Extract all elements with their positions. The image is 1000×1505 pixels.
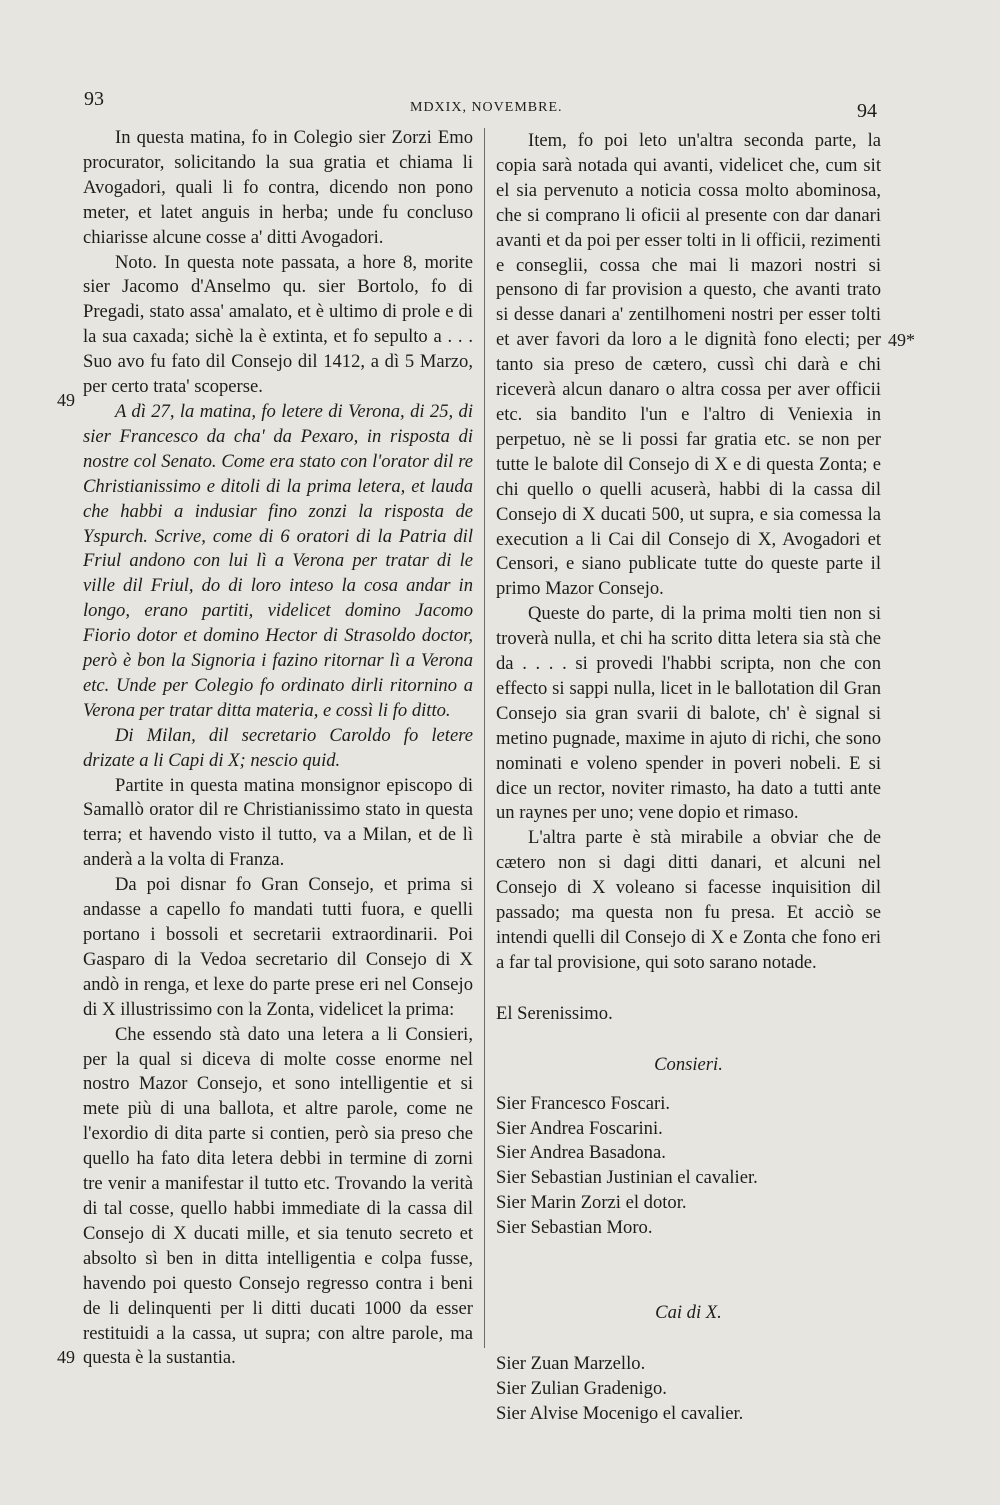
- page-number-left: 93: [84, 88, 104, 110]
- paragraph: Queste do parte, di la prima molti tien non si troverà nulla, et chi ha scrito ditta letera sia stà che da . . . . si provedi l'habbi scripta, non che con effecto si sappi nulla, licet in le ballotation dil Gran Consejo sia gran svarii di balote, ch' è signal si metino pugnade, maxime in ajuto di richi, che sono nominati e voleno spender in poveri nobeli. E si dice un rector, noviter rimasto, ha dato a tutti ante un raynes per uno; vene dopio et rimaso.: [496, 603, 881, 824]
- consieri-heading: Consieri.: [654, 1053, 723, 1075]
- paragraph: Partite in questa matina monsignor episcopo di Samallò orator dil re Christianissimo stato in questa terra; et havendo visto il tutto, va a Milan, et de lì anderà a la volta di Franza.: [83, 774, 473, 871]
- cai-heading: Cai di X.: [655, 1302, 722, 1324]
- paragraph: Noto. In questa note passata, a hore 8, morite sier Jacomo d'Anselmo qu. sier Bortolo, fo di Pregadi, stato assa' amalato, et è ultimo di prole e di la sua caxada; sichè la è extinta, et fo sepulto a . . . Suo avo fu fato dil Consejo dil 1412, a dì 5 Marzo, per certo trata' scoperse.: [83, 251, 473, 398]
- paragraph: A dì 27, la matina, fo letere di Verona, di 25, di sier Francesco da cha' da Pexaro, in risposta di nostre col Senato. Come era stato con l'orator dil re Christianissimo e ditoli di la prima letera, et lauda che habbi a indusiar fino zonzi la risposta de Yspurch. Scrive, come di 6 oratori di la Patria dil Friul andono con lui lì a Verona per tratar di le ville dil Friul, do di loro inteso la cosa andar in longo, erano partiti, videlicet domino Jacomo Fiorio dotor et domino Hector di Strasoldo doctor, però è bon la Signoria i fazino ritornar lì a Verona etc. Unde per Colegio fo ordinato dirli ritornino a Verona per tratar ditta materia, e cossì li fo ditto.: [83, 400, 473, 721]
- list-item: Sier Andrea Basadona.: [496, 1142, 666, 1164]
- paragraph: Di Milan, dil secretario Caroldo fo letere drizate a li Capi di X; nescio quid.: [83, 724, 473, 771]
- paragraph: Che essendo stà dato una letera a li Consieri, per la qual si diceva di molte cosse enorme nel nostro Mazor Consejo, et sono intelligentie et si mete più di una ballota, et altre parole, come ne l'exordio di dita parte si contien, però sia preso che quello ha fato dita letera debbi in termine di zorni tre venir a manifestar il tutto etc. Trovando la verità di tal cosse, quello habbi immediate di la cassa dil Consejo di X ducati mille, et sia tenuto secreto et absolto sì ben in ditta intelligentia e colpa fusse, havendo poi questo Consejo regresso contra i beni de li delinquenti per li ditti ducati 1000 da esser restituidi a la cassa, ut supra; con altre parole, ma questa è la sustantia.: [83, 1023, 473, 1369]
- list-item: Sier Sebastian Justinian el cavalier.: [496, 1167, 758, 1189]
- margin-number-left-bottom: 49: [57, 1347, 75, 1367]
- paragraph: L'altra parte è stà mirabile a obviar che de cætero non si dagi ditti danari, et alcuni nel Consejo di X voleano si facesse inquisition dil passado; ma questa non fu presa. Et acciò se intendi quelli dil Consejo di X e Zonta che fono eri a far tal provisione, qui soto sarano notade.: [496, 827, 881, 973]
- left-column: [83, 126, 473, 1371]
- list-item: Sier Francesco Foscari.: [496, 1092, 671, 1114]
- paragraph: In questa matina, fo in Colegio sier Zorzi Emo procurator, solicitando la sua gratia et chiama li Avogadori, quali li fo contra, dicendo non pono meter, et latet anguis in herba; unde fu concluso chiarisse alcune cosse a' ditti Avogadori.: [83, 127, 473, 248]
- consieri-list: [496, 1092, 881, 1241]
- list-item: Sier Zulian Gradenigo.: [496, 1377, 667, 1399]
- running-title: MDXIX, NOVEMBRE.: [410, 100, 563, 115]
- paragraph: Item, fo poi leto un'altra seconda parte, la copia sarà notada qui avanti, videlicet che, cum sit el sia pervenuto a noticia cossa molto abominosa, che si comprano li oficii al presente con dar danari avanti et da poi per esser tolti in li officii, rezimenti e conseglii, cossa che mai li mazori nostri si pensono di far provision a questo, che avanti trato si desse danari a' zentilhomeni nostri per esser tolti et aver favori da loro a le dignità fono electi; per tanto sia preso de cætero, cussì chi darà e chi riceverà alcun danaro o altra cossa per aver officii etc. sia bandito l'un e l'altro di Veniexia in perpetuo, nè se li possi far gratia etc. se non per tutte le balote dil Consejo di X e di questa Zonta; e chi quello o quelli acuserà, habbi di la cassa dil Consejo di X ducati 500, ut supra, e sia comessa la execution a li Cai dil Consejo di X, Avogadori et Censori, e siano publicate tutte do queste parte il primo Mazor Consejo.: [496, 130, 881, 600]
- paragraph: Da poi disnar fo Gran Consejo, et prima si andasse a capello fo mandati tutti fuora, e quelli portano i bossoli et secretarii extraordinarii. Poi Gasparo di la Vedoa secretario dil Consejo di X andò in renga, et lexe do parte prese eri nel Consejo di X illustrissimo con la Zonta, videlicet la prima:: [83, 874, 473, 1020]
- right-column: [496, 129, 881, 1427]
- column-divider: [484, 128, 485, 1348]
- list-item: Sier Sebastian Moro.: [496, 1217, 653, 1239]
- list-item: Sier Marin Zorzi el dotor.: [496, 1192, 687, 1214]
- page-number-right: 94: [857, 100, 877, 122]
- closing-line: El Serenissimo.: [496, 1002, 613, 1024]
- list-item: Sier Andrea Foscarini.: [496, 1117, 663, 1139]
- cai-list: [496, 1352, 881, 1427]
- list-item: Sier Zuan Marzello.: [496, 1352, 646, 1374]
- margin-number-left: 49: [57, 390, 75, 410]
- list-item: Sier Alvise Mocenigo el cavalier.: [496, 1402, 744, 1424]
- margin-number-right: 49*: [888, 330, 915, 350]
